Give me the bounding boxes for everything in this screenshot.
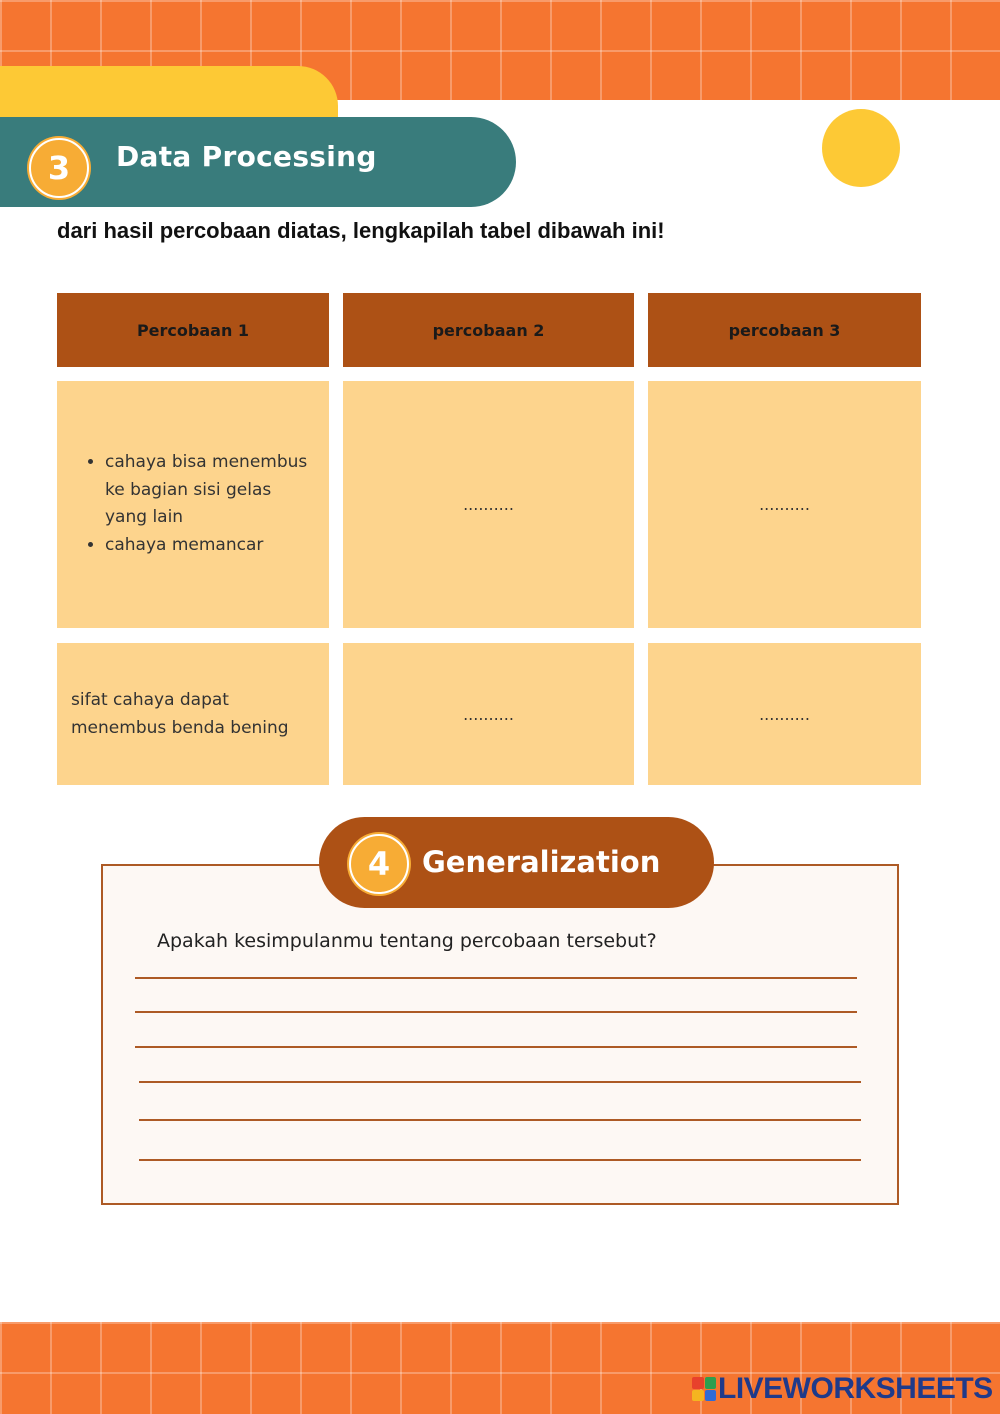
list-item: • cahaya bisa menembus ke bagian sisi gelas yang lain (105, 449, 311, 532)
liveworksheets-logo-icon (692, 1377, 716, 1401)
table-cell-r1-c1 (57, 381, 329, 628)
instruction-text: dari hasil percobaan diatas, lengkapilah tabel dibawah ini! (57, 218, 665, 243)
header-percobaan-1: Percobaan 1 (57, 293, 329, 367)
list-item: • cahaya memancar (105, 532, 311, 560)
liveworksheets-brand (692, 1372, 993, 1406)
answer-line-2[interactable] (135, 1011, 857, 1013)
answer-line-6[interactable] (139, 1159, 861, 1161)
generalization-question: Apakah kesimpulanmu tentang percobaan tersebut? (157, 930, 657, 952)
section-4-number-badge: 4 (349, 834, 409, 894)
answer-line-4[interactable] (139, 1081, 861, 1083)
table-cell-r2-c2-answer[interactable]: .......... (343, 643, 634, 785)
header-percobaan-3: percobaan 3 (648, 293, 921, 367)
table-cell-r1-c2-answer[interactable]: .......... (343, 381, 634, 628)
section-3-number-badge: 3 (29, 138, 89, 198)
yellow-circle-decoration (822, 109, 900, 187)
generalization-box (101, 864, 899, 1205)
liveworksheets-wordmark: LIVEWORKSHEETS (718, 1372, 993, 1405)
section-3-title: Data Processing (116, 140, 377, 173)
header-percobaan-2: percobaan 2 (343, 293, 634, 367)
table-cell-r1-c3-answer[interactable]: .......... (648, 381, 921, 628)
answer-line-3[interactable] (135, 1046, 857, 1048)
table-cell-r2-c3-answer[interactable]: .......... (648, 643, 921, 785)
section-4-title: Generalization (422, 845, 661, 879)
table-cell-r2-c1: sifat cahaya dapat menembus benda bening (57, 643, 329, 785)
answer-line-5[interactable] (139, 1119, 861, 1121)
observation-list (57, 449, 311, 559)
answer-line-1[interactable] (135, 977, 857, 979)
